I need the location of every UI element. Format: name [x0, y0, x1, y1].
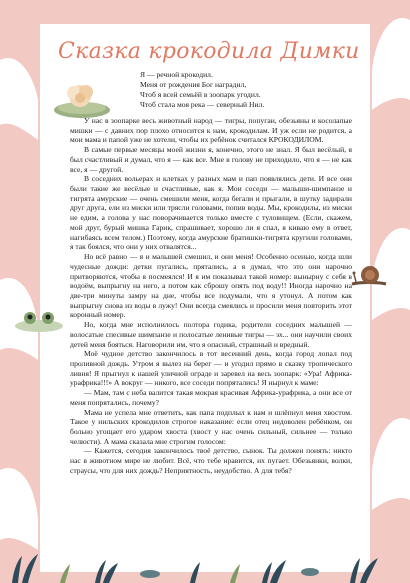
paragraph: Мама не успела мне ответить, как папа подплыл к нам и шлёпнул меня хвостом. Такое у нильских крокодилов строгое наказание: если отец недоволен ребёнком, он больно угощает его ударом хвоста (хвост у нас очень сильный, сильнее — только челюсти). А мама сказала мне строгим голосом: [70, 407, 352, 446]
story-body [70, 116, 352, 476]
paragraph: Моё чудное детство закончилось в тот весенний день, когда город лопал под проливной дождь. Утром я вылез на берег — и угодил прямо в сказку тропического ливня! Я прыгнул к нашей уличной ограде и заревел на весь зоопарк: «Ура! Африка-урафрика!!!» А вокруг — никого, все соседи попрятались! Я нырнул к маме: [70, 349, 352, 388]
frog-in-water-icon [14, 306, 64, 334]
paragraph: В соседних вольерах и клетках у разных мам и пап появлялись дети. И все они были такие же весёлые и счастливые, как я. Мои соседи — малыши-шимпанзе и тигрята амурские — очень смешили меня, когда бегали и прыгали, в шутку задирали друг друга, ели из миски или трясли головами, попив воды. Мы, крокодилы, из миски не едим, а голова у нас поворачивается только вместе с туловищем. (Если, скажем, мой друг, бурый мишка Гарик, спрашивает, хорошо ли я спал, я киваю ему в ответ, нагибаясь всем телом.) Поэтому, когда амурские братишки-тигрята кругили головами, я так боялся, что они у них отвалятся... [70, 174, 352, 252]
paragraph: В самые первые месяцы моей жизни я, конечно, этого не знал. Я был весёлый, я был счастливый и думал, что я — как все. Мне в голову не приходило, что я — не как все, я — другой. [70, 145, 352, 174]
paragraph: — Кажется, сегодня закончилось твоё детство, сынок. Ты должен понять: никто нас в животном мире не любит. Всё, что тебе нравится, их пугает. Обезьянки, волки, страусы, что для них дождь? Неприятность, неудобство. А для тебя? [70, 446, 352, 475]
paragraph: — Мам, там с неба валится такая мокрая красивая Африка-урафрика, а они все от меня попрятались, почему? [70, 388, 352, 407]
epigraph-line: Чтоб я всей семьёй в зоопарк угодил. [140, 90, 261, 99]
right-hand-shape-top [372, 18, 410, 110]
paragraph: У нас в зоопарке весь животный народ — тигры, попугаи, обезьяны и косолапые мишки — с давних пор плохо относится к нам, крокодилам. И уж если не родится, а мои мама и папой уже не хотели, чтобы их ребёнок считался КРОКОДИЛОМ. [70, 116, 352, 145]
epigraph [140, 70, 340, 110]
page-title: Сказка крокодила Димки [58, 39, 360, 64]
paragraph: Но, когда мне исполнилось полтора годика, родители соседних малышей — волосатые спесивые шимпанзе и полосатые ленивые тигры — эх... они научили своих детей меня бояться. Наговорили им, что я опасный, страшный и вредный. [70, 320, 352, 349]
bottom-plants-decoration [0, 528, 410, 583]
flower-lily-pad-icon [52, 78, 118, 120]
paragraph: Но всё равно — я и малышей смешил, и они меня! Особенно осенью, когда шли чудесные дожди: детки пугались, прятались, а я думал, что это они нарочно притворяются, чтобы я посмеялся! И я им показывал такой номер: вынырну с себя в водоём, выпрыгну на него, а потом как сброшу опять под воду!! Иногда нарочно на две-три минуты замру на дне, чтобы все подумали, что я утонул. А потом как выпрыгну снова из воды в лужу! Они всегда смеялись и просили меня повторить этот коронный номер. [70, 252, 352, 320]
epigraph-line: Я — речной крокодил. [140, 70, 213, 79]
epigraph-line: Меня от рождения Бог наградил, [140, 80, 247, 89]
epigraph-line: Чтоб стала моя река — северный Нил. [140, 100, 265, 109]
right-hand-shape-bottom [372, 418, 410, 510]
snail-icon [348, 262, 388, 288]
